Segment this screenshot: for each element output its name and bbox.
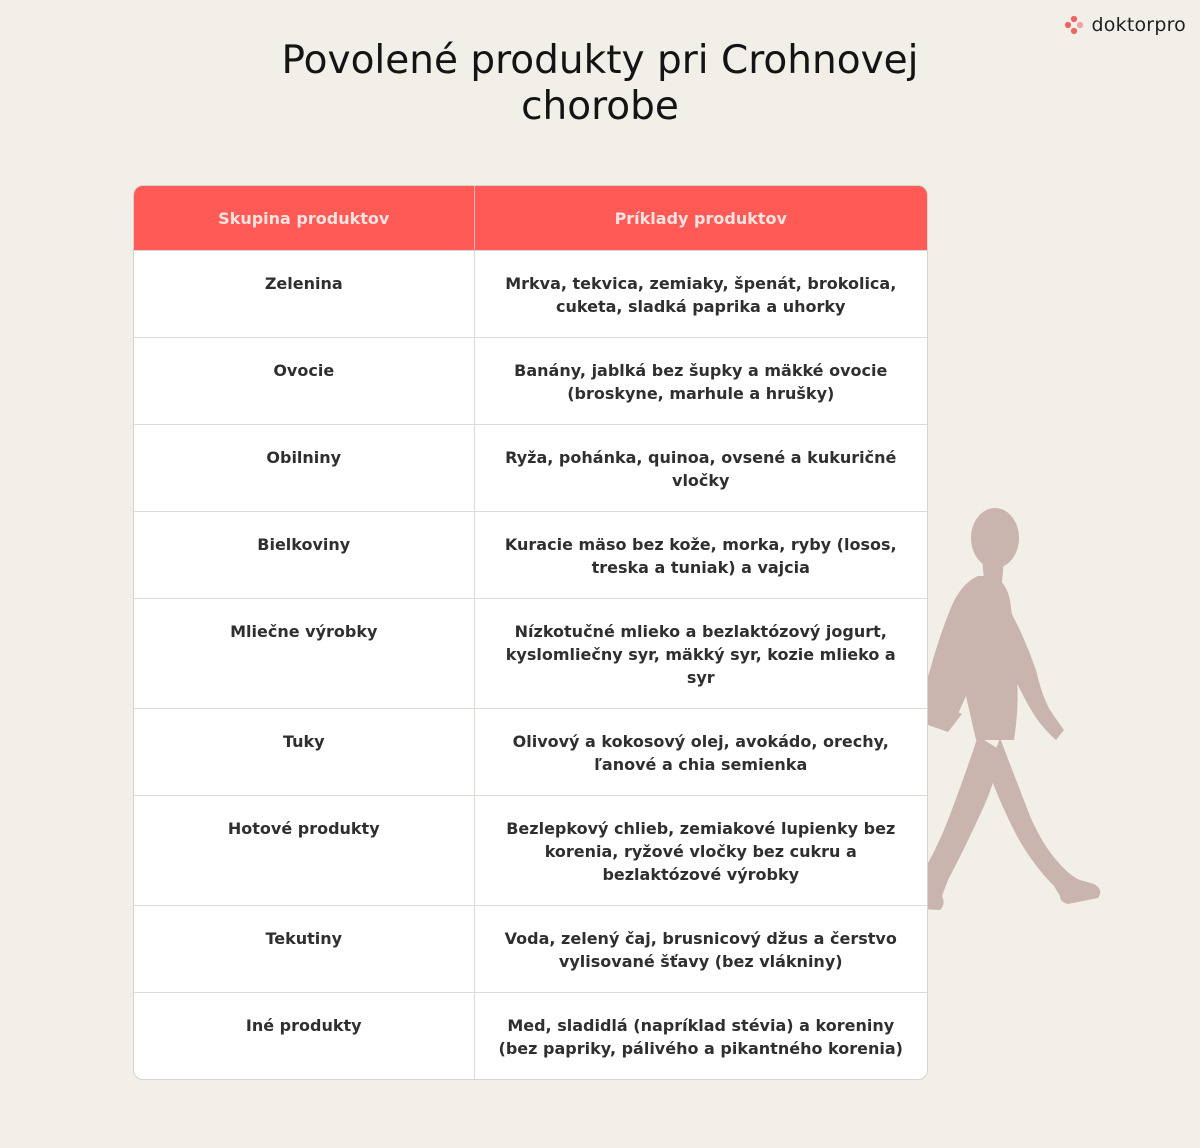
product-group-cell: Tekutiny bbox=[134, 906, 474, 993]
table-row bbox=[134, 599, 927, 709]
product-group-cell: Hotové produkty bbox=[134, 796, 474, 906]
product-examples-cell: Med, sladidlá (napríklad stévia) a koreniny (bez papriky, pálivého a pikantného korenia) bbox=[474, 993, 927, 1080]
header-product-group: Skupina produktov bbox=[134, 186, 474, 251]
product-examples-cell: Olivový a kokosový olej, avokádo, orechy, ľanové a chia semienka bbox=[474, 709, 927, 796]
product-group-cell: Obilniny bbox=[134, 425, 474, 512]
doktorpro-logo-icon bbox=[1064, 15, 1084, 35]
product-group-cell: Bielkoviny bbox=[134, 512, 474, 599]
header-product-examples: Príklady produktov bbox=[474, 186, 927, 251]
product-examples-cell: Ryža, pohánka, quinoa, ovsené a kukuričné vločky bbox=[474, 425, 927, 512]
table-row bbox=[134, 906, 927, 993]
product-examples-cell: Bezlepkový chlieb, zemiakové lupienky bez korenia, ryžové vločky bez cukru a bezlaktózové výrobky bbox=[474, 796, 927, 906]
product-group-cell: Mliečne výrobky bbox=[134, 599, 474, 709]
product-group-cell: Tuky bbox=[134, 709, 474, 796]
products-table bbox=[133, 185, 928, 1080]
product-examples-cell: Mrkva, tekvica, zemiaky, špenát, brokolica, cuketa, sladká paprika a uhorky bbox=[474, 251, 927, 338]
product-examples-cell: Nízkotučné mlieko a bezlaktózový jogurt, kyslomliečny syr, mäkký syr, kozie mlieko a syr bbox=[474, 599, 927, 709]
product-examples-cell: Voda, zelený čaj, brusnicový džus a čerstvo vylisované šťavy (bez vlákniny) bbox=[474, 906, 927, 993]
page-title: Povolené produkty pri Crohnovej chorobe bbox=[281, 38, 919, 129]
brand-logo bbox=[1064, 14, 1186, 36]
table-row bbox=[134, 251, 927, 338]
product-examples-cell: Banány, jablká bez šupky a mäkké ovocie (broskyne, marhule a hrušky) bbox=[474, 338, 927, 425]
table-row bbox=[134, 512, 927, 599]
brand-name: doktorpro bbox=[1091, 14, 1186, 36]
table-row bbox=[134, 796, 927, 906]
table-header-row bbox=[134, 186, 927, 251]
table-row bbox=[134, 338, 927, 425]
product-group-cell: Zelenina bbox=[134, 251, 474, 338]
product-examples-cell: Kuracie mäso bez kože, morka, ryby (losos, treska a tuniak) a vajcia bbox=[474, 512, 927, 599]
table-row bbox=[134, 993, 927, 1080]
table-row bbox=[134, 709, 927, 796]
product-group-cell: Iné produkty bbox=[134, 993, 474, 1080]
product-group-cell: Ovocie bbox=[134, 338, 474, 425]
table-row bbox=[134, 425, 927, 512]
